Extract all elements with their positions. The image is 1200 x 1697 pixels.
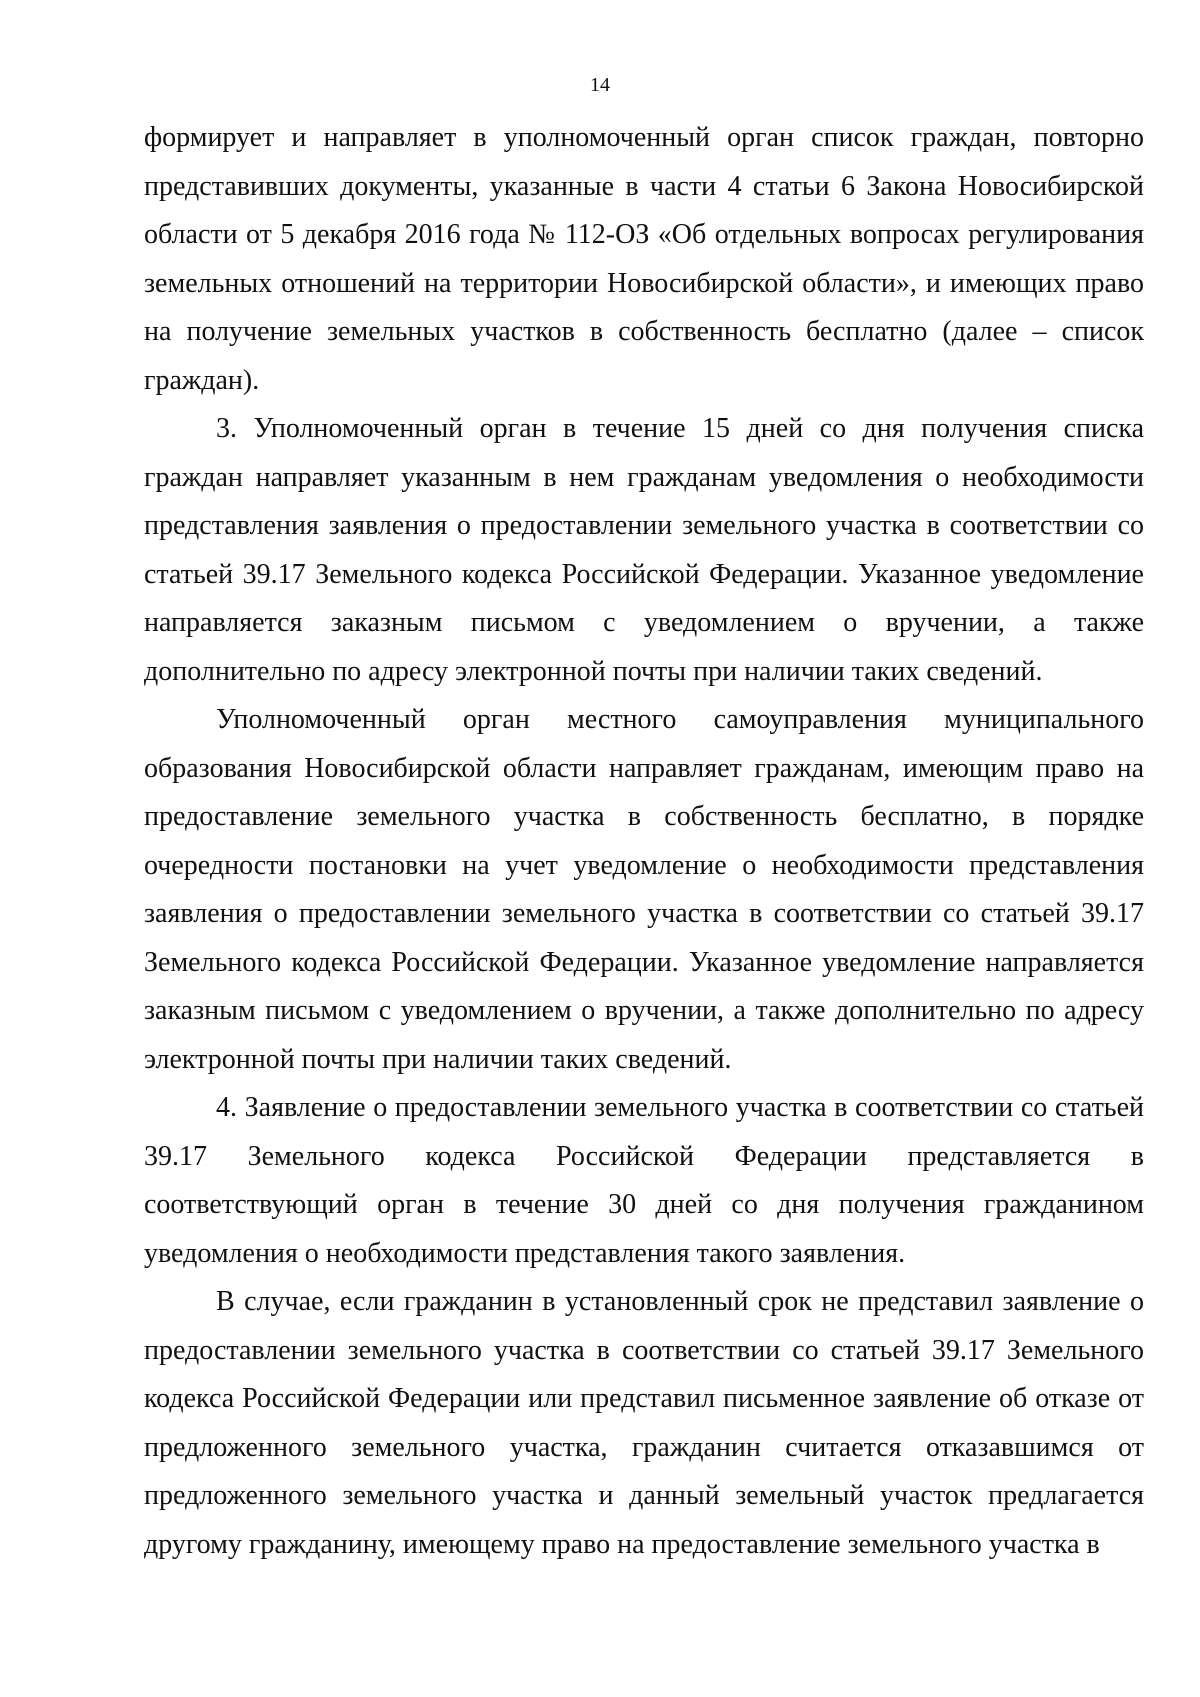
paragraph-continuation: формирует и направляет в уполномоченный орган список граждан, повторно представивших документы, указанные в части 4 статьи 6 Закона Новосибирской области от 5 декабря 2016 года № 112-ОЗ «Об отдельных вопросах регулирования земельных отношений на территории Новосибирской области», и имеющих право на получение земельных участков в собственность бесплатно (далее – список граждан). [144,122,1144,396]
paragraph-item-4: 4. Заявление о предоставлении земельного участка в соответствии со статьей 39.17 Земельного кодекса Российской Федерации представляется в соответствующий орган в течение 30 дней со дня получения гражданином уведомления о необходимости представления такого заявления. [144,1092,1144,1269]
paragraph-local-authority: Уполномоченный орган местного самоуправления муниципального образования Новосибирской области направляет гражданам, имеющим право на предоставление земельного участка в собственность бесплатно, в порядке очередности постановки на учет уведомление о необходимости представления заявления о предоставлении земельного участка в соответствии со статьей 39.17 Земельного кодекса Российской Федерации. Указанное уведомление направляется заказным письмом с уведомлением о вручении, а также дополнительно по адресу электронной почты при наличии таких сведений. [144,704,1144,1075]
paragraph-item-3: 3. Уполномоченный орган в течение 15 дней со дня получения списка граждан направляет указанным в нем гражданам уведомления о необходимости представления заявления о предоставлении земельного участка в соответствии со статьей 39.17 Земельного кодекса Российской Федерации. Указанное уведомление направляется заказным письмом с уведомлением о вручении, а также дополнительно по адресу электронной почты при наличии таких сведений. [144,413,1144,687]
document-body [144,114,1144,1569]
page-number: 14 [590,74,610,96]
paragraph-refusal: В случае, если гражданин в установленный срок не представил заявление о предоставлении земельного участка в соответствии со статьей 39.17 Земельного кодекса Российской Федерации или представил письменное заявление об отказе от предложенного земельного участка, гражданин считается отказавшимся от предложенного земельного участка и данный земельный участок предлагается другому гражданину, имеющему право на предоставление земельного участка в [144,1286,1144,1560]
